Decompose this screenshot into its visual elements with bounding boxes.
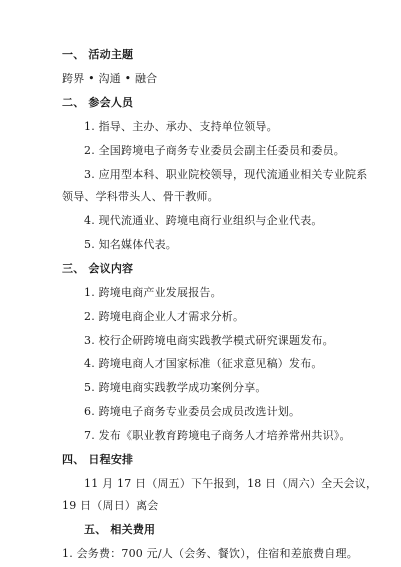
section-2-line-2: 2. 全国跨境电子商务专业委员会副主任委员和委员。: [84, 144, 345, 157]
section-3-line-1: 1. 跨境电商产业发展报告。: [84, 286, 222, 299]
section-4-line-2: 19 日（周日）离会: [62, 499, 159, 512]
section-2-line-5: 4. 现代流通业、跨境电商行业组织与企业代表。: [84, 214, 323, 227]
section-3-line-3: 3. 校行企研跨境电商实践教学模式研究课题发布。: [84, 334, 334, 347]
section-heading-3: 三、 会议内容: [62, 262, 134, 275]
section-2-line-1: 1. 指导、主办、承办、支持单位领导。: [84, 120, 278, 133]
section-2-line-4: 领导、学科带头人、骨干教师。: [62, 190, 219, 203]
section-3-line-6: 6. 跨境电子商务专业委员会成员改选计划。: [84, 405, 301, 418]
section-2-line-6: 5. 知名媒体代表。: [84, 238, 177, 251]
section-3-line-5: 5. 跨境电商实践教学成功案例分享。: [84, 381, 267, 394]
section-2-line-3: 3. 应用型本科、职业院校领导，现代流通业相关专业院系: [84, 168, 368, 181]
section-heading-5: 五、 相关费用: [84, 523, 156, 536]
section-3-line-7: 7. 发布《职业教育跨境电子商务人才培养常州共识》。: [84, 429, 351, 442]
section-heading-2: 二、 参会人员: [62, 96, 134, 109]
section-3-line-4: 4. 跨境电商人才国家标准（征求意见稿）发布。: [84, 357, 323, 370]
section-heading-1: 一、 活动主题: [62, 48, 134, 61]
section-1-line-1: 跨界 • 沟通 • 融合: [62, 72, 158, 85]
section-heading-4: 四、 日程安排: [62, 453, 134, 466]
section-3-line-2: 2. 跨境电商企业人才需求分析。: [84, 310, 245, 323]
section-5-line-1: 1. 会务费：700 元/人（会务、餐饮），住宿和差旅费自理。: [62, 547, 358, 560]
section-4-line-1: 11 月 17 日（周五）下午报到，18 日（周六）全天会议，: [84, 477, 378, 490]
